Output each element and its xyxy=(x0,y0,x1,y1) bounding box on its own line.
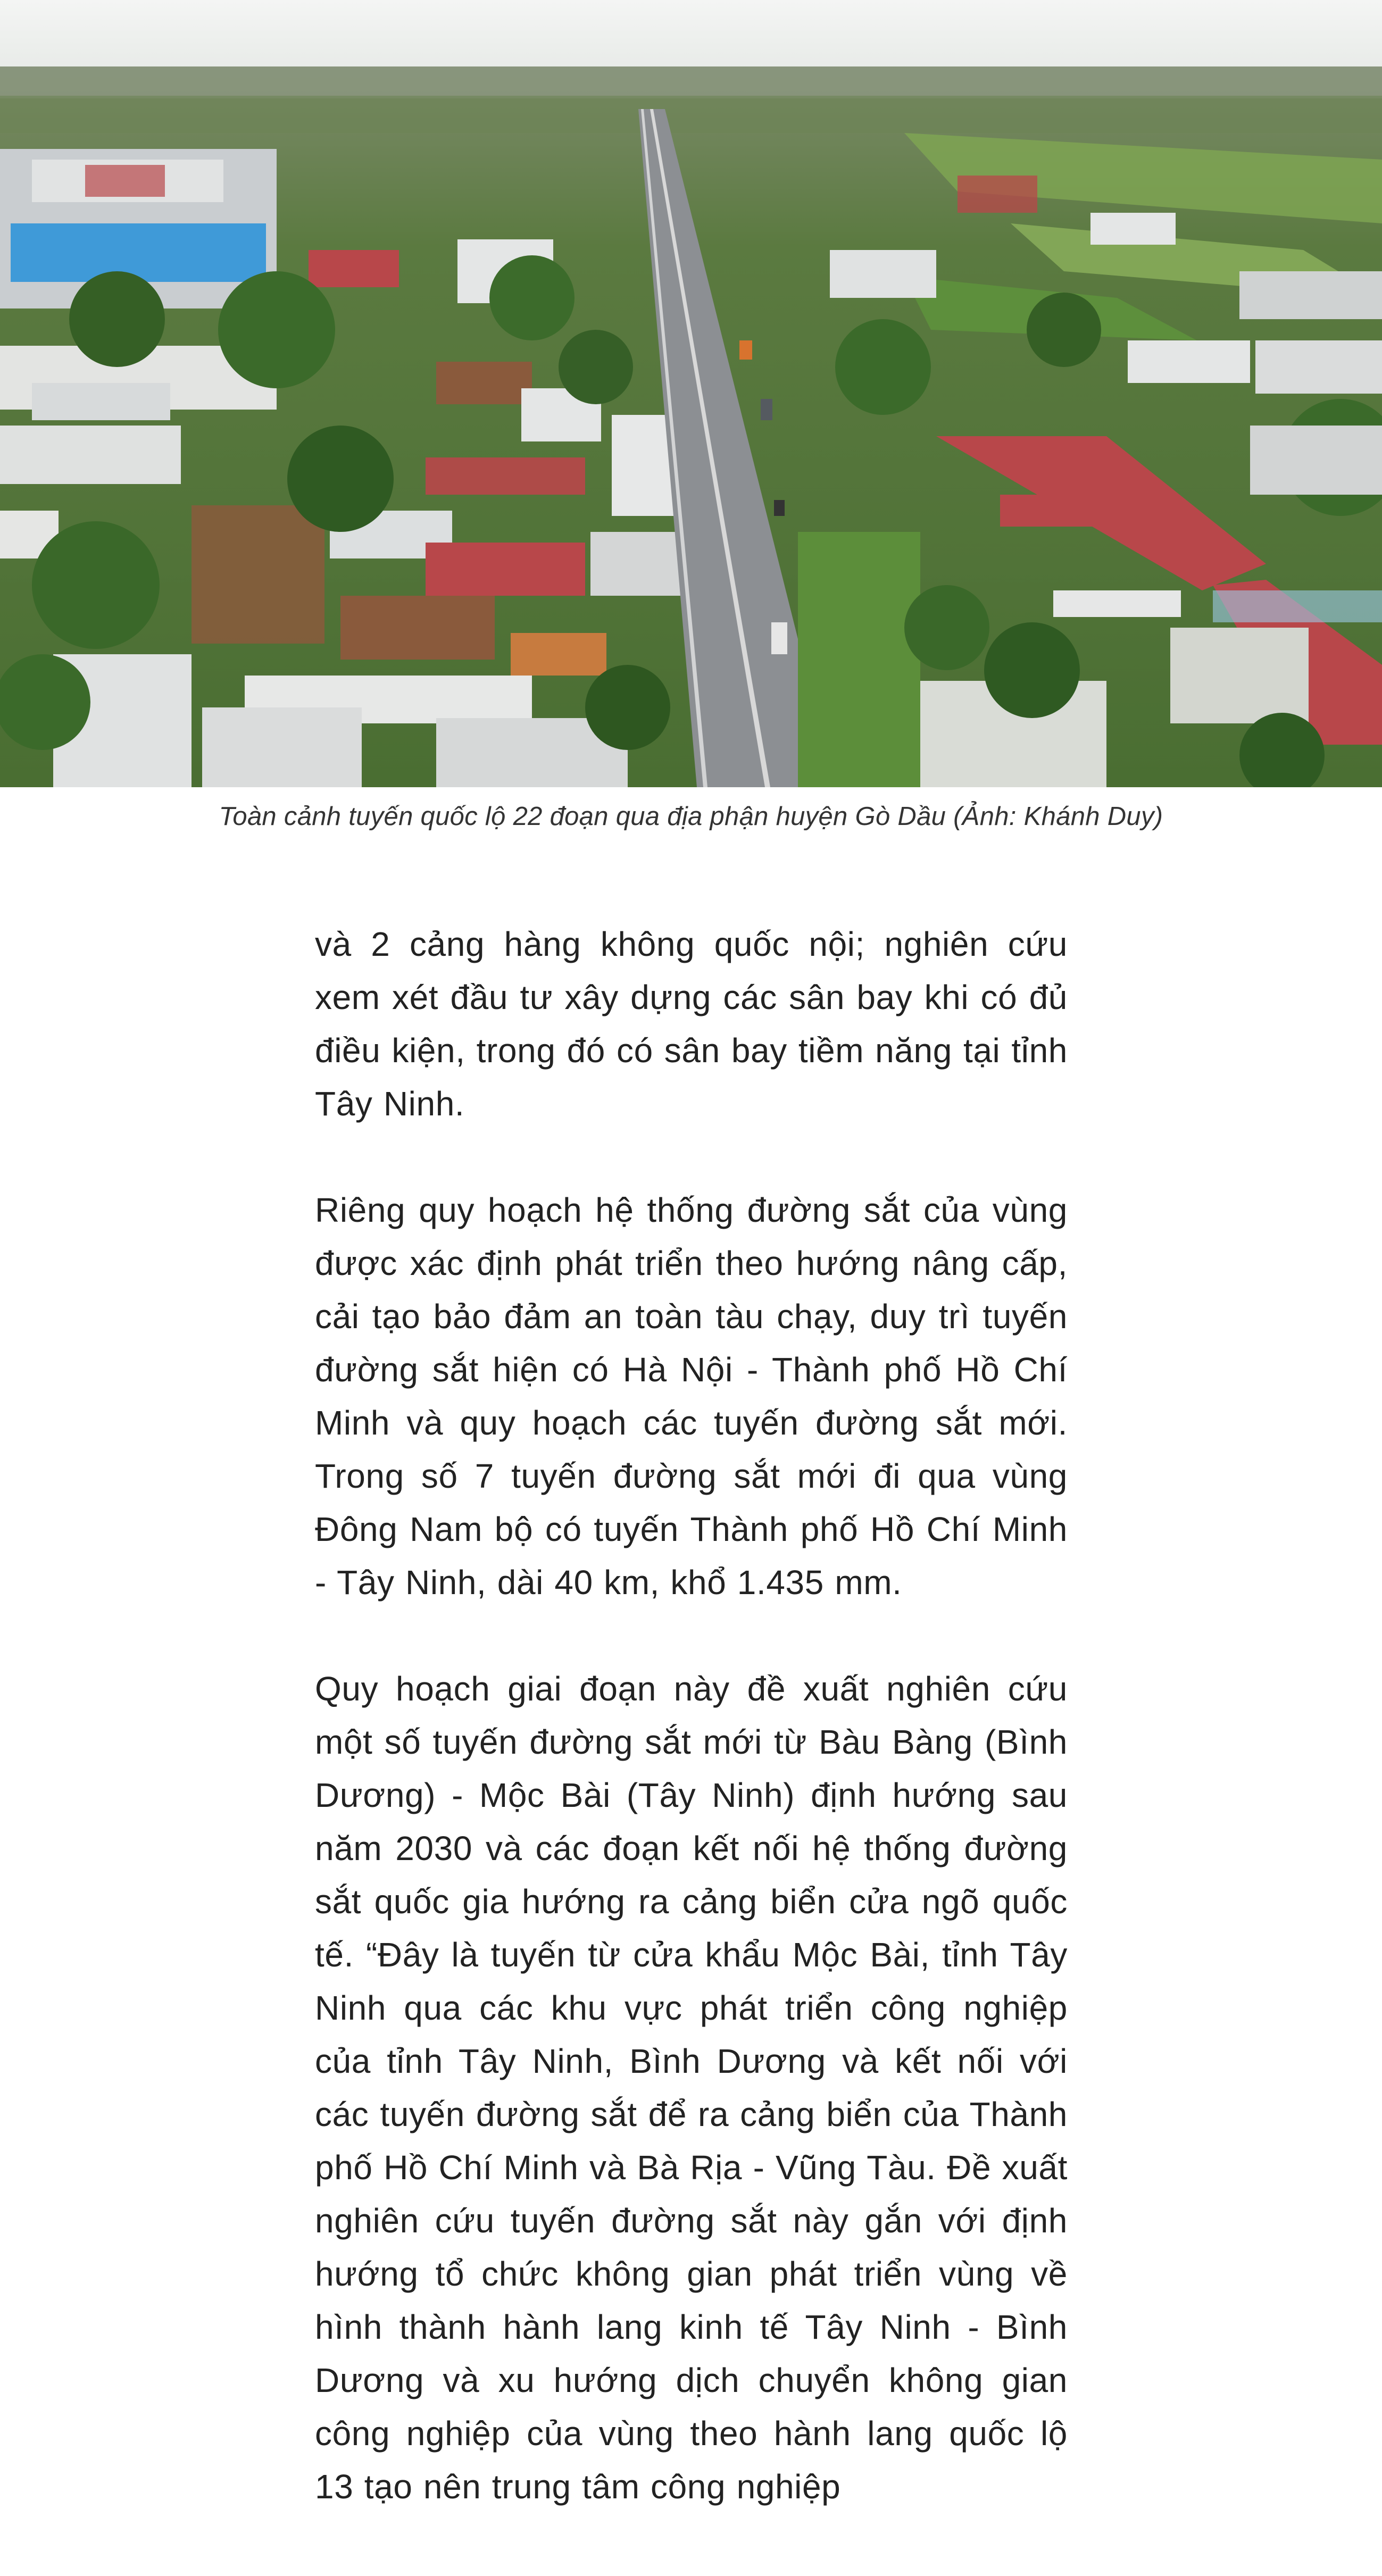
sky xyxy=(0,0,1382,69)
paragraph: Quy hoạch giai đoạn này đề xuất nghiên cứu một số tuyến đường sắt mới từ Bàu Bàng (Bình Dương) - Mộc Bài (Tây Ninh) định hướng sau năm 2030 và các đoạn kết nối hệ thống đường sắt quốc gia hướng ra cảng biển cửa ngõ quốc tế. “Đây là tuyến từ cửa khẩu Mộc Bài, tỉnh Tây Ninh qua các khu vực phát triển công nghiệp của tỉnh Tây Ninh, Bình Dương và kết nối với các tuyến đường sắt để ra cảng biển của Thành phố Hồ Chí Minh và Bà Rịa - Vũng Tàu. Đề xuất nghiên cứu tuyến đường sắt này gắn với định hướng tổ chức không gian phát triển vùng về hình thành hành lang kinh tế Tây Ninh - Bình Dương và xu hướng dịch chuyển không gian công nghiệp của vùng theo hành lang quốc lộ 13 tạo nên trung tâm công nghiệp xyxy=(315,1670,1068,2506)
image-caption: Toàn cảnh tuyến quốc lộ 22 đoạn qua địa phận huyện Gò Dầu (Ảnh: Khánh Duy) xyxy=(219,802,1163,831)
paragraph: Riêng quy hoạch hệ thống đường sắt của vùng được xác định phát triển theo hướng nâng cấp, cải tạo bảo đảm an toàn tàu chạy, duy trì tuyến đường sắt hiện có Hà Nội - Thành phố Hồ Chí Minh và quy hoạch các tuyến đường sắt mới. Trong số 7 tuyến đường sắt mới đi qua vùng Đông Nam bộ có tuyến Thành phố Hồ Chí Minh - Tây Ninh, dài 40 km, khổ 1.435 mm. xyxy=(315,1191,1068,1602)
hero-aerial-photo xyxy=(0,0,1382,787)
paragraph: và 2 cảng hàng không quốc nội; nghiên cứu xem xét đầu tư xây dựng các sân bay khi có đủ điều kiện, trong đó có sân bay tiềm năng tại tỉnh Tây Ninh. xyxy=(315,925,1068,1123)
aerial-photo-icon xyxy=(0,0,1382,787)
article-body xyxy=(315,918,1068,2566)
